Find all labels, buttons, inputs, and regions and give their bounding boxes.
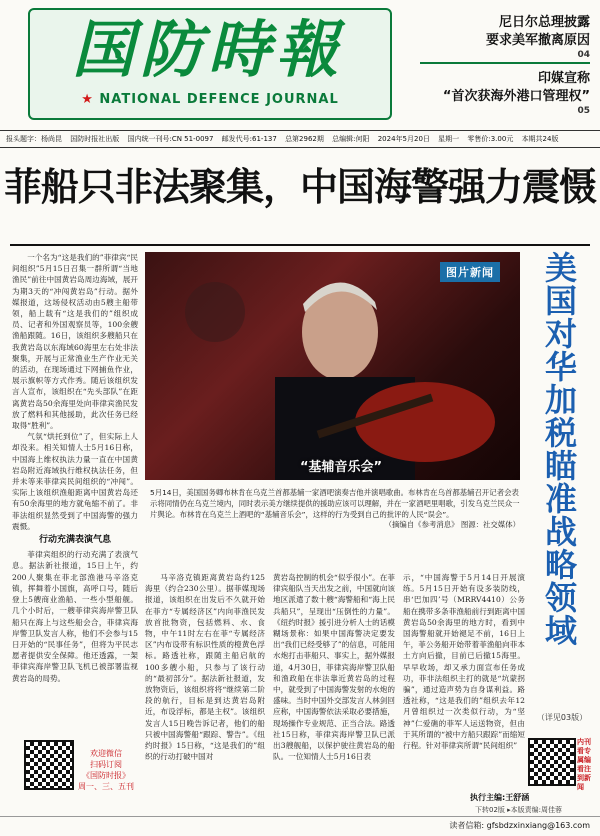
page-editor: 下转02版 ▸本版责编:周佳蓉 (475, 806, 563, 814)
caption-text: 5月14日，美国国务卿布林肯在乌克兰首都基辅一家酒吧演奏吉他并演唱歌曲。布林肯在乌首都基辅召开记者会表示将同情仍在乌克兰境内，同时表示美方继续提供的援助应该可以理解，并在一家酒吧里唱歌，引发乌克兰民众一片舆论。布林肯在乌克兰上酒吧的“基辅音乐会”，这样的行为受到自己的批评的人民“误会”。 (150, 488, 520, 519)
info-item: 国内统一刊号:CN 51-0097 (127, 135, 214, 143)
subscribe-line: 周一、三、五刊 (78, 782, 134, 791)
teaser-2-line-1: 印媒宣称 (537, 71, 590, 86)
qr-right-label: 内刊看专属编看注到新闻 (577, 738, 591, 791)
info-item: 星期一 (438, 135, 460, 143)
info-item: 报头题字：杨尚昆 (6, 135, 62, 143)
article-column-3 (273, 572, 395, 812)
article-paragraph: 一个名为“这是我们的”菲律宾“民间组织”5月15日召集一群所谓“当地渔民”前往中国黄岩岛周边海域，展开为期3天的“冲闯黄岩岛”行动。据外媒报道，这场侵权活动由5艘主船带领，船上载有“这是我们的”组织成员、记者和外国观察员等，100余艘渔船跟随。16日，该组织多艘船只在我黄岩岛以东海域60海里左右处非法聚集，开展与正常渔业生产作业无关的活动，在现场通过下网捕鱼作业，展示旗帜等方式作秀。随后该组织发言人宣布，该组织在“先头部队”在距离黄岩岛50余海里处向菲律宾渔民发放了燃料和其他援助，此次任务已经取得“胜利”。 (12, 253, 138, 431)
executive-editor: 执行主编:王舒涵 (470, 793, 530, 802)
qr-code-news[interactable] (528, 738, 576, 786)
logo-subtitle-text: NATIONAL DEFENCE JOURNAL (99, 92, 339, 107)
article-paragraph: 马辛洛克镇距离黄岩岛约125海里（约合230公里）。据菲媒现场报道，该组织在出发后不久就开始在菲方“专属经济区”内向菲渔民发放首批物资，包括燃料、水、食物，中午11时左右在菲“专属经济区”内布设带有标识性质的橙黄色浮标。路透社称，跟随主船启航的100多艘小船，只参与了该行动的“最初部分”。据法新社报道，发放物资后，该组织将将“继续第二阶段的航行，目标是到达黄岩岛附近，布设浮标，都是主权”。该组织发言人15日晚告诉记者，他们的船只被中国海警船“跟踪、警告”。《纽约时报》15日称，“这是我们的”组织的行动打破中国对 (145, 573, 265, 762)
article-paragraph: 黄岩岛控制的机会“似乎很小”。在菲律宾船队当天出发之前，中国就向该地区派遣了数十艘“海警船和“海上民兵船只”，呈现出“压倒性的力量”。《纽约时报》援引进分析人士的话模糊场景称：如果中国海警决定要发出“我们已经受够了”的信息，可能用水炮打击菲船只、事实上，据外媒报道，4月30日，菲律宾海岸警卫队船和渔政船在非法靠近黄岩岛的过程中，就受到了中国海警发射的水炮的盛味。当时中国外交部发言人林剑回应称，中国海警依法采取必要措施，现场操作专业规范、正当合法。路透社15日称，菲律宾海岸警卫队已派出3艘舰船，以保护驶往黄岩岛的船队。一位知情人士5月16日表 (273, 573, 395, 762)
teaser-2-page: 05 (577, 106, 590, 116)
footer-email[interactable]: 读者信箱: gfsbdzxinxiang@163.com (449, 821, 590, 830)
article-column-1 (12, 252, 138, 730)
see-also-ref: （详见03版） (536, 713, 588, 722)
photo-news-tag: 图片新闻 (440, 262, 500, 282)
teaser-divider (420, 62, 590, 64)
news-photo[interactable] (145, 252, 520, 480)
info-item: 2024年5月20日 (377, 135, 430, 143)
logo-subtitle (40, 92, 380, 107)
info-item: 总第2962期 (285, 135, 324, 143)
info-item: 邮发代号:61-137 (221, 135, 277, 143)
article-paragraph: 示，“中国海警于5月14日开展演练。5月15日开始有设多装防线，串‘巴加四’号（MRRV4410）公务船在携带多条菲渔船前行到距离中国黄岩岛50余海里的地方时，看到中国海警船就开始褪足不前，16日上午，菲公务船开始带着菲渔船向菲本土方向后撤，目前已后撤15海里。早早收场，却又承力面宣布任务成功，菲非法组织主打的就是“坑蒙拐骗”，通过造声势为自身谋利益。路透社称，“这是我们的”组织去年12月曾组织过一次类似行动，为“坚神”仁爱礁的菲军人运送物资，但由于其所谓的“被中方船只跟踪”而缩短行程。针对菲律宾所谓“民间组织” (403, 573, 525, 751)
subscribe-text (76, 748, 136, 792)
masthead (0, 0, 600, 128)
subscribe-line: 《国防时报》 (82, 771, 130, 780)
info-item: 国防时报社出版 (70, 135, 120, 143)
info-item: 本期共24版 (521, 135, 559, 143)
teaser-2-line-2: “首次获海外港口管理权” (442, 89, 590, 104)
star-icon: ★ (81, 92, 94, 107)
subscribe-line: 欢迎微信 (90, 749, 122, 758)
main-headline[interactable]: 菲船只非法聚集，中国海警强力震慑 (3, 165, 596, 209)
qr-code-subscribe[interactable] (24, 740, 74, 790)
photo-title: “基辅音乐会” (300, 460, 383, 475)
info-item: 总编辑:何阳 (332, 135, 370, 143)
caption-source: （摘编自《参考消息》 图源：社交媒体） (384, 520, 520, 530)
photo-caption (150, 488, 520, 531)
article-paragraph: 菲律宾组织的行动充满了表演气息。据法新社报道，15日上午，约200人聚集在菲北部渔港马辛洛克镇，挥舞着小国旗，高呼口号，随后登上5艘商业渔船、一些小型船舰。几个小时后，一艘菲律宾海岸警卫队船只在海上与这些船会合，菲律宾海岸警卫队发言人称，他们不会参与15日开始的“民事任务”，但将为平民志愿者提供安全保障。他还透露，一架菲律宾海岸警卫队飞机已被部署监视黄岩岛的局势。 (12, 550, 138, 683)
subscribe-line: 扫码订阅 (90, 760, 122, 769)
teaser-1-line-1: 尼日尔总理披露 (498, 15, 590, 30)
article-paragraph: 气氛“烘托到位”了，但实际上人却没来。相关知情人士5月16日称，中国海上维权执法力量一直在中国黄岩岛附近海域执行维权执法任务，但并未等来菲律宾民间组织的“冲闯”。实际上该组织渔船距离中国黄岩岛还有50余海里的地方就龟缩不前了。非菲法组织显然受到了中国海警的强力震慑。 (12, 432, 138, 531)
info-item: 零售价:3.00元 (467, 135, 514, 143)
teaser-1-line-2: 要求美军撤离原因 (485, 33, 590, 48)
vertical-headline[interactable]: 美国对华加税瞄准战略领域 (544, 249, 577, 650)
teaser-1-page: 04 (577, 50, 590, 60)
footer-mailbox (0, 816, 600, 836)
publication-info-bar (0, 130, 600, 148)
teaser-2[interactable] (400, 70, 590, 116)
article-column-4 (403, 572, 525, 786)
article-column-2 (145, 572, 265, 812)
headline-divider (10, 244, 590, 246)
photo-illustration (145, 252, 520, 480)
teaser-1[interactable] (400, 14, 590, 60)
article-subhead: 行动充满表演气息 (38, 535, 111, 546)
newspaper-logo: 国防時報 (71, 13, 344, 86)
